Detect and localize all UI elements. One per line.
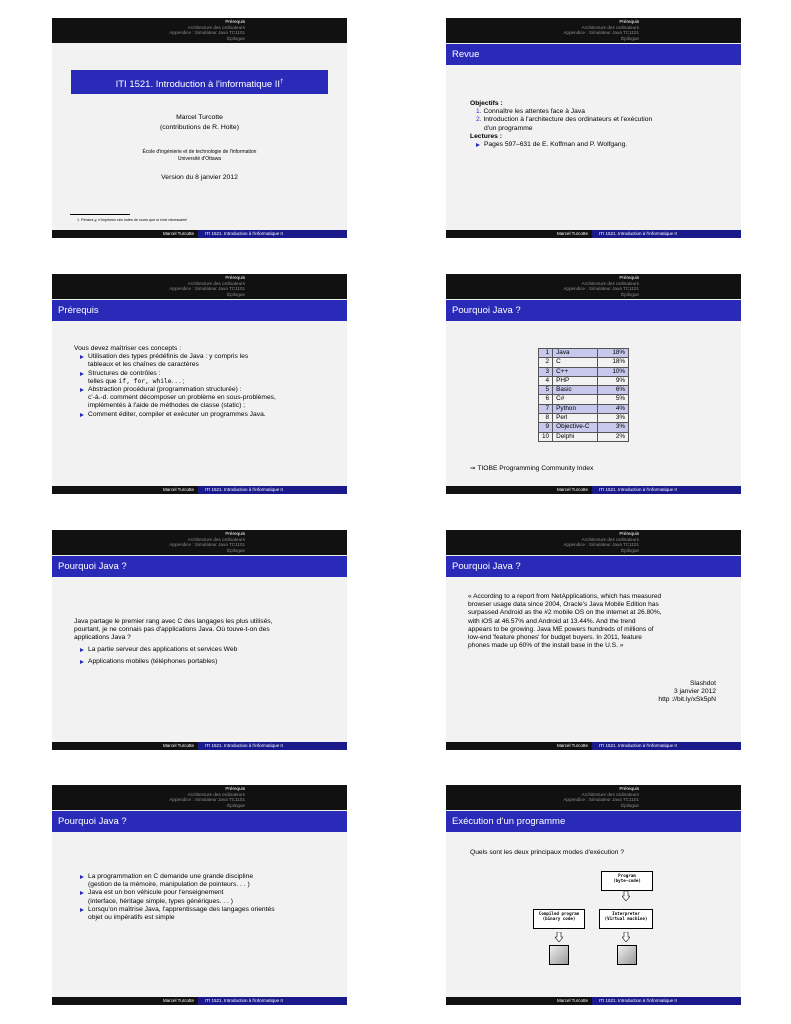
section-nav-list bbox=[169, 786, 245, 808]
footer-course: ITI 1521. Introduction à l'informatique II bbox=[599, 487, 677, 492]
section-nav bbox=[52, 530, 347, 555]
footer-course: ITI 1521. Introduction à l'informatique II bbox=[205, 487, 283, 492]
section-nav-link[interactable]: Architecture des ordinateurs bbox=[187, 24, 245, 30]
execution-question: Quels sont les deux principaux modes d'exécution ? bbox=[470, 849, 625, 856]
bullet-triangle-icon bbox=[80, 891, 84, 895]
table-row bbox=[539, 367, 629, 376]
language-cell: Python bbox=[553, 404, 598, 413]
table-row bbox=[539, 376, 629, 385]
slide-footer bbox=[446, 997, 741, 1005]
presentation-title bbox=[71, 70, 328, 94]
rank-cell: 4 bbox=[539, 376, 553, 385]
section-nav-link[interactable]: Appendice : Simulateur Java TC1101 bbox=[169, 30, 245, 36]
section-nav-link[interactable]: Architecture des ordinateurs bbox=[581, 280, 639, 286]
slide-heading: Pourquoi Java ? bbox=[446, 556, 741, 577]
percent-cell: 6% bbox=[598, 386, 629, 395]
footer-author: Marcel Turcotte bbox=[556, 743, 588, 748]
title-text: ITI 1521. Introduction à l'informatique II bbox=[115, 79, 281, 91]
footnote: †. Pensez-y, n'imprimez ces notes de cours que si c'est nécessaire! bbox=[77, 218, 188, 222]
section-nav-link[interactable]: Architecture des ordinateurs bbox=[187, 536, 245, 542]
slide-footer bbox=[446, 742, 741, 750]
percent-cell: 2% bbox=[598, 432, 629, 441]
slide-footer bbox=[446, 486, 741, 494]
language-cell: Objective-C bbox=[553, 423, 598, 432]
slide-footer bbox=[52, 997, 347, 1005]
slide-pourquoi-java-apps bbox=[52, 530, 347, 750]
language-cell: Java bbox=[553, 349, 598, 358]
percent-cell: 18% bbox=[598, 349, 629, 358]
university-name: Université d'Ottawa bbox=[177, 156, 222, 162]
school-name: École d'ingénierie et de technologie de l'information bbox=[142, 149, 257, 155]
slide-heading: Revue bbox=[446, 44, 741, 65]
rank-cell: 3 bbox=[539, 367, 553, 376]
section-nav-link[interactable]: Épilogue bbox=[621, 547, 639, 553]
rank-cell: 5 bbox=[539, 386, 553, 395]
readings-label: Lectures : bbox=[470, 132, 502, 140]
section-nav bbox=[52, 18, 347, 43]
section-nav-link[interactable]: Appendice : Simulateur Java TC1101 bbox=[563, 30, 639, 36]
slide-footer bbox=[52, 742, 347, 750]
section-nav-link[interactable]: Appendice : Simulateur Java TC1101 bbox=[563, 797, 639, 803]
language-cell: Delphi bbox=[553, 432, 598, 441]
table-row bbox=[539, 358, 629, 367]
rank-cell: 6 bbox=[539, 395, 553, 404]
bullet-item: Java est un bon véhicule pour l'enseignement (interface, héritage simple, types génériques. . . ) bbox=[80, 889, 345, 905]
section-nav bbox=[446, 274, 741, 299]
arrow-down-icon bbox=[555, 932, 563, 942]
rank-cell: 10 bbox=[539, 432, 553, 441]
percent-cell: 10% bbox=[598, 367, 629, 376]
footer-author: Marcel Turcotte bbox=[556, 487, 588, 492]
quote-line: with iOS at 46.57% and Android at 13.44%. And the trend bbox=[468, 617, 636, 625]
paragraph-line: applications Java ? bbox=[74, 634, 131, 642]
rank-cell: 1 bbox=[539, 349, 553, 358]
section-nav-link[interactable]: Prérequis bbox=[619, 786, 639, 791]
bullet-item: Abstraction procédural (programmation structurée) : c'-à.-d. comment décomposer un problème en sous-problèmes, implémentés à l'aide de méthodes de classe (static) ; bbox=[80, 386, 344, 411]
section-nav-link[interactable]: Prérequis bbox=[619, 275, 639, 280]
language-cell: Perl bbox=[553, 414, 598, 423]
footer-author: Marcel Turcotte bbox=[162, 487, 194, 492]
section-nav-link[interactable]: Architecture des ordinateurs bbox=[187, 280, 245, 286]
compiled-program-box: Compiled program (binary code) bbox=[533, 909, 585, 929]
arrow-down-icon bbox=[622, 932, 630, 942]
reading-item: Pages 597–631 de E. Koffman and P. Wolfgang. bbox=[476, 141, 740, 149]
bullet-item: Utilisation des types prédéfinis de Java : y compris les tableaux et les chaînes de caractères bbox=[80, 353, 344, 369]
bullet-item: La partie serveur des applications et services Web bbox=[80, 646, 344, 654]
section-nav-link[interactable]: Prérequis bbox=[619, 19, 639, 24]
bullet-item: Comment éditer, compiler et exécuter un programmes Java. bbox=[80, 411, 344, 419]
quote-url[interactable]: http ://bit.ly/xSk5pN bbox=[658, 696, 716, 704]
quote-line: surpassed Android as the #2 mobile OS on the internet at 26.80%, bbox=[468, 609, 662, 617]
rank-cell: 2 bbox=[539, 358, 553, 367]
author-name: Marcel Turcotte bbox=[176, 114, 223, 121]
section-nav bbox=[52, 274, 347, 299]
footer-course: ITI 1521. Introduction à l'informatique II bbox=[205, 998, 283, 1003]
arrow-down-icon bbox=[622, 891, 630, 901]
language-cell: C bbox=[553, 358, 598, 367]
table-row bbox=[539, 423, 629, 432]
table-row bbox=[539, 414, 629, 423]
section-nav-link[interactable]: Appendice : Simulateur Java TC1101 bbox=[169, 797, 245, 803]
title-footnote-mark: † bbox=[280, 79, 284, 85]
interpreter-box: Interpreter (Virtual machine) bbox=[599, 909, 653, 929]
slide-pourquoi-java-enseignement bbox=[52, 785, 347, 1005]
cpu-chip-icon bbox=[549, 945, 569, 965]
bullet-item: Structures de contrôles : telles que if, for, while. . . ; bbox=[80, 370, 344, 386]
section-nav-list bbox=[169, 531, 245, 553]
slide-footer bbox=[52, 486, 347, 494]
bullet-triangle-icon bbox=[80, 908, 84, 912]
section-nav-link[interactable]: Épilogue bbox=[621, 35, 639, 41]
slide-footer bbox=[446, 230, 741, 238]
objective-item: 2. Introduction à l'architecture des ordinateurs et l'exécution bbox=[476, 116, 653, 124]
section-nav-link[interactable]: Prérequis bbox=[619, 531, 639, 536]
section-nav-link[interactable]: Architecture des ordinateurs bbox=[581, 536, 639, 542]
language-cell: Basic bbox=[553, 386, 598, 395]
language-cell: PHP bbox=[553, 376, 598, 385]
program-box: Program (byte-code) bbox=[601, 871, 653, 891]
section-nav bbox=[52, 785, 347, 810]
percent-cell: 5% bbox=[598, 395, 629, 404]
slide-heading: Exécution d'un programme bbox=[446, 811, 741, 832]
paragraph-line: pourtant, je ne connais pas d'applications Java. Où touve-t-on des bbox=[74, 626, 270, 634]
objectives-label: Objectifs : bbox=[470, 100, 503, 107]
section-nav-link[interactable]: Appendice : Simulateur Java TC1101 bbox=[563, 542, 639, 548]
bullet-triangle-icon bbox=[80, 875, 84, 879]
section-nav-list bbox=[563, 786, 639, 808]
language-cell: C++ bbox=[553, 367, 598, 376]
footer-course: ITI 1521. Introduction à l'informatique II bbox=[205, 231, 283, 236]
section-nav-link[interactable]: Épilogue bbox=[621, 802, 639, 808]
slide-heading: Pourquoi Java ? bbox=[52, 811, 347, 832]
slide-pourquoi-java-quote bbox=[446, 530, 741, 750]
slide-title-page bbox=[52, 18, 347, 238]
slide-pourquoi-java-table bbox=[446, 274, 741, 494]
section-nav bbox=[446, 18, 741, 43]
percent-cell: 4% bbox=[598, 404, 629, 413]
objective-item: 1. Connaître les attentes face à Java bbox=[476, 108, 585, 116]
footer-author: Marcel Turcotte bbox=[556, 998, 588, 1003]
section-nav-link[interactable]: Architecture des ordinateurs bbox=[187, 791, 245, 797]
section-nav-list bbox=[563, 19, 639, 41]
section-nav-link[interactable]: Prérequis bbox=[225, 275, 245, 280]
footer-author: Marcel Turcotte bbox=[162, 743, 194, 748]
section-nav-link[interactable]: Épilogue bbox=[227, 547, 245, 553]
tiobe-table bbox=[538, 348, 629, 442]
objective-continuation: d'un programme bbox=[484, 124, 533, 132]
table-row bbox=[539, 395, 629, 404]
slide-heading: Pourquoi Java ? bbox=[52, 556, 347, 577]
section-nav-link[interactable]: Architecture des ordinateurs bbox=[581, 791, 639, 797]
bullet-triangle-icon bbox=[80, 648, 84, 652]
tiobe-note: ⇒ TIOBE Programming Community Index bbox=[470, 465, 594, 472]
section-nav-list bbox=[169, 275, 245, 297]
cpu-chip-icon bbox=[617, 945, 637, 965]
section-nav-link[interactable]: Épilogue bbox=[227, 802, 245, 808]
quote-line: browser usage data since 2004, Oracle's Java Mobile Edition has bbox=[468, 601, 659, 609]
section-nav-list bbox=[563, 531, 639, 553]
slide-prerequis bbox=[52, 274, 347, 494]
percent-cell: 3% bbox=[598, 414, 629, 423]
section-nav-link[interactable]: Épilogue bbox=[227, 291, 245, 297]
slide-execution bbox=[446, 785, 741, 1005]
section-nav-link[interactable]: Appendice : Simulateur Java TC1101 bbox=[169, 542, 245, 548]
table-row bbox=[539, 432, 629, 441]
slide-revue bbox=[446, 18, 741, 238]
paragraph-line: Java partage le premier rang avec C des langages les plus utilisés, bbox=[74, 618, 273, 625]
quote-line: appears to be growing. Java ME powers hundreds of millions of bbox=[468, 625, 654, 633]
footer-course: ITI 1521. Introduction à l'informatique II bbox=[599, 743, 677, 748]
table-row bbox=[539, 349, 629, 358]
intro-text: Vous devez maîtriser ces concepts : bbox=[74, 345, 182, 352]
slide-heading: Pourquoi Java ? bbox=[446, 300, 741, 321]
footer-course: ITI 1521. Introduction à l'informatique II bbox=[599, 231, 677, 236]
bullet-triangle-icon bbox=[80, 388, 84, 392]
section-nav-link[interactable]: Épilogue bbox=[621, 291, 639, 297]
bullet-triangle-icon bbox=[80, 355, 84, 359]
quote-date: 3 janvier 2012 bbox=[673, 688, 716, 696]
bullet-triangle-icon bbox=[80, 413, 84, 417]
bullet-item: Lorsqu'on maîtrise Java, l'apprentissage des langages orientés objet ou impératifs est simple bbox=[80, 906, 345, 922]
table-row bbox=[539, 404, 629, 413]
section-nav-link[interactable]: Appendice : Simulateur Java TC1101 bbox=[169, 286, 245, 292]
section-nav-link[interactable]: Prérequis bbox=[225, 786, 245, 791]
rank-cell: 8 bbox=[539, 414, 553, 423]
quote-line: low-end 'feature phones' for budget buyers. In 2011, feature bbox=[468, 634, 642, 642]
quote-line: phones made up 60% of the install base in the U.S. » bbox=[468, 642, 624, 650]
percent-cell: 18% bbox=[598, 358, 629, 367]
section-nav-link[interactable]: Épilogue bbox=[227, 35, 245, 41]
version-date: Version du 8 janvier 2012 bbox=[161, 174, 238, 181]
contributors: (contributions de R. Holte) bbox=[160, 124, 239, 131]
footer-author: Marcel Turcotte bbox=[556, 231, 588, 236]
bullet-item: La programmation en C demande une grande discipline (gestion de la mémoire, manipulation de pointeurs. . . ) bbox=[80, 873, 345, 889]
section-nav-link[interactable]: Appendice : Simulateur Java TC1101 bbox=[563, 286, 639, 292]
footer-author: Marcel Turcotte bbox=[162, 998, 194, 1003]
language-cell: C# bbox=[553, 395, 598, 404]
slide-heading: Prérequis bbox=[52, 300, 347, 321]
bullet-triangle-icon bbox=[80, 660, 84, 664]
section-nav-link[interactable]: Prérequis bbox=[225, 19, 245, 24]
bullet-item: Applications mobiles (téléphones portables) bbox=[80, 658, 344, 666]
table-row bbox=[539, 386, 629, 395]
quote-line: « According to a report from NetApplications, which has measured bbox=[468, 593, 662, 600]
rank-cell: 7 bbox=[539, 404, 553, 413]
percent-cell: 9% bbox=[598, 376, 629, 385]
section-nav bbox=[446, 785, 741, 810]
section-nav bbox=[446, 530, 741, 555]
section-nav-list bbox=[169, 19, 245, 41]
footer-author: Marcel Turcotte bbox=[162, 231, 194, 236]
section-nav-link[interactable]: Architecture des ordinateurs bbox=[581, 24, 639, 30]
quote-source: Slashdot bbox=[689, 680, 716, 687]
footnote-rule bbox=[70, 214, 130, 215]
rank-cell: 9 bbox=[539, 423, 553, 432]
section-nav-list bbox=[563, 275, 639, 297]
percent-cell: 3% bbox=[598, 423, 629, 432]
bullet-triangle-icon bbox=[476, 143, 480, 147]
footer-course: ITI 1521. Introduction à l'informatique II bbox=[599, 998, 677, 1003]
footer-course: ITI 1521. Introduction à l'informatique II bbox=[205, 743, 283, 748]
slide-footer bbox=[52, 230, 347, 238]
bullet-triangle-icon bbox=[80, 372, 84, 376]
section-nav-link[interactable]: Prérequis bbox=[225, 531, 245, 536]
